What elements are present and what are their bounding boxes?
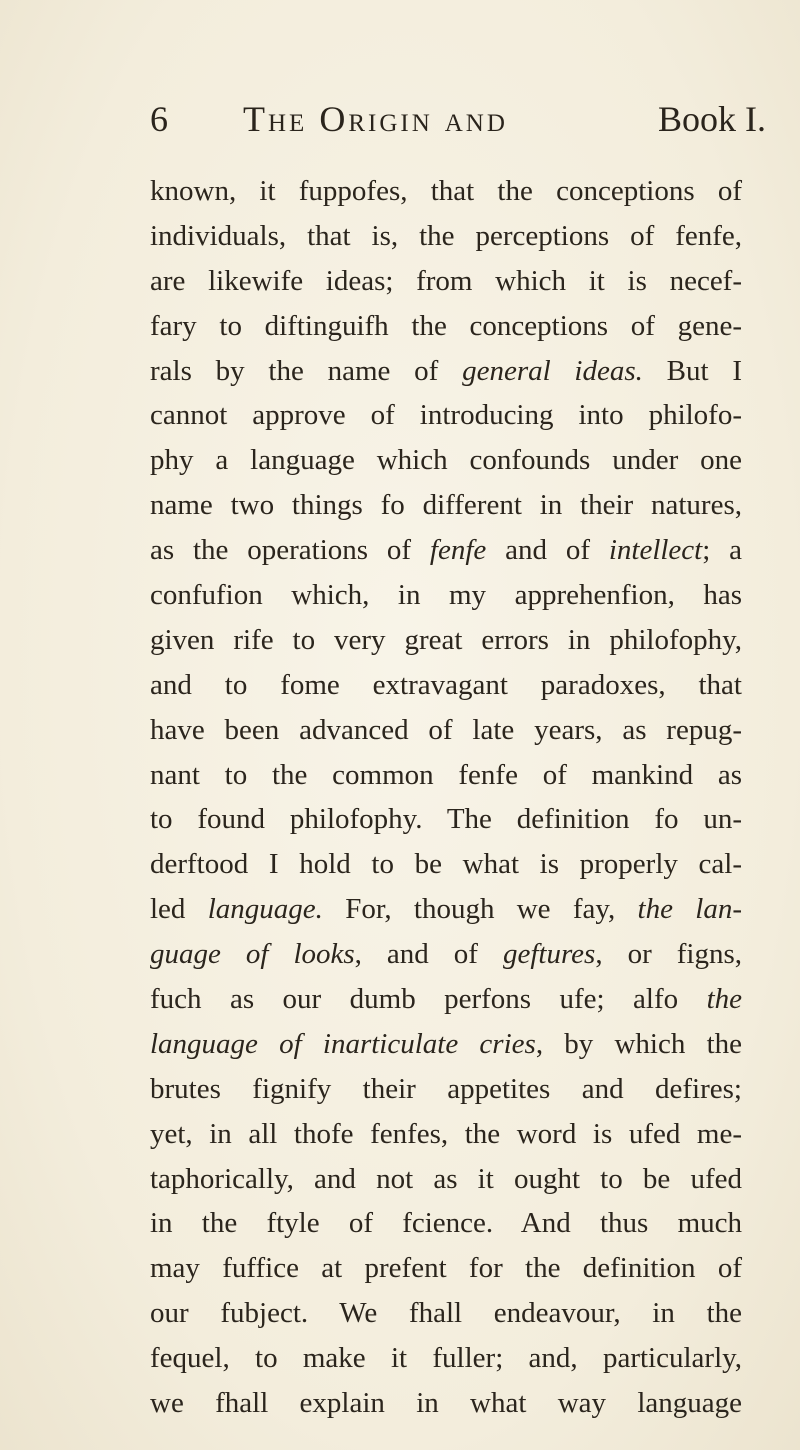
italic-text: intellect [608, 534, 703, 567]
text-line [150, 1246, 742, 1291]
text-run: cannot approve of introducing into philofo- [150, 399, 742, 432]
text-run: ; a [702, 534, 743, 567]
text-run: and to fome extravagant paradoxes, that [150, 668, 742, 701]
book-reference: Book I. [658, 99, 766, 139]
text-line [150, 1067, 742, 1112]
text-run: rals by the name of [150, 354, 463, 387]
text-line [150, 393, 742, 438]
text-run: and of [486, 534, 609, 567]
body-text [150, 169, 742, 1426]
text-run: known, it fuppofes, that the conceptions of [150, 175, 742, 207]
text-line [150, 169, 742, 214]
text-run: may fuffice at prefent for the definition of [150, 1252, 742, 1285]
italic-text: fenfe [429, 534, 487, 567]
text-line [150, 977, 742, 1022]
text-line [150, 932, 742, 977]
text-line [150, 528, 742, 573]
text-run: , or figns, [595, 938, 742, 971]
text-run: yet, in all thofe fenfes, the word is ufed me- [150, 1117, 742, 1150]
italic-text: the [706, 983, 742, 1016]
text-line [150, 1381, 742, 1426]
text-line [150, 1112, 742, 1157]
text-line [150, 349, 742, 394]
text-line [150, 259, 742, 304]
text-line [150, 1157, 742, 1202]
text-run: , and of [354, 938, 503, 971]
text-run: we fhall explain in what way language [150, 1387, 742, 1420]
text-run: phy a language which confounds under one [150, 444, 742, 477]
text-run: nant to the common fenfe of mankind as [150, 758, 742, 791]
text-run: fuch as our dumb perfons ufe; alfo [150, 983, 707, 1016]
text-run: our fubject. We fhall endeavour, in the [150, 1297, 742, 1330]
running-title: The Origin and [243, 99, 508, 139]
page-header [150, 98, 790, 148]
italic-text: general ideas. [462, 354, 643, 387]
text-line [150, 1201, 742, 1246]
text-run: given rife to very great errors in philofophy, [150, 623, 742, 656]
text-run: For, though we fay, [322, 893, 638, 926]
text-line [150, 797, 742, 842]
text-run: fary to diftinguifh the conceptions of gene- [150, 309, 742, 342]
text-run: to found philofophy. The definition fo un- [150, 803, 742, 836]
italic-text: geftures [502, 938, 596, 971]
text-run: confufion which, in my apprehenfion, has [150, 579, 742, 612]
text-run: name two things fo different in their natures, [150, 489, 742, 522]
italic-text: guage of looks [150, 938, 355, 971]
text-line [150, 708, 742, 753]
text-run: But I [642, 354, 742, 387]
text-run: have been advanced of late years, as repug- [150, 713, 742, 746]
text-line [150, 1336, 742, 1381]
text-line [150, 753, 742, 798]
text-line [150, 438, 742, 483]
page-number: 6 [150, 99, 168, 139]
text-run: brutes fignify their appetites and defires; [150, 1072, 742, 1105]
text-run: are likewife ideas; from which it is necef- [150, 264, 742, 297]
text-line [150, 887, 742, 932]
text-run: led [150, 893, 208, 926]
text-run: fequel, to make it fuller; and, particularly, [150, 1342, 742, 1375]
text-run: derftood I hold to be what is properly cal- [150, 848, 742, 881]
text-line [150, 304, 742, 349]
text-run: in the ftyle of fcience. And thus much [150, 1207, 742, 1240]
text-run: taphorically, and not as it ought to be ufed [150, 1162, 742, 1195]
text-line [150, 483, 742, 528]
text-line [150, 1291, 742, 1336]
text-run: as the operations of [150, 534, 430, 567]
text-line [150, 663, 742, 708]
text-line [150, 842, 742, 887]
text-line [150, 214, 742, 259]
italic-text: the lan- [637, 893, 742, 926]
text-line [150, 618, 742, 663]
text-line [150, 573, 742, 618]
text-run: , by which the [535, 1027, 742, 1060]
italic-text: language. [207, 893, 323, 926]
text-run: individuals, that is, the perceptions of fenfe, [150, 219, 742, 252]
italic-text: language of inarticulate cries [150, 1027, 536, 1060]
text-line [150, 1022, 742, 1067]
